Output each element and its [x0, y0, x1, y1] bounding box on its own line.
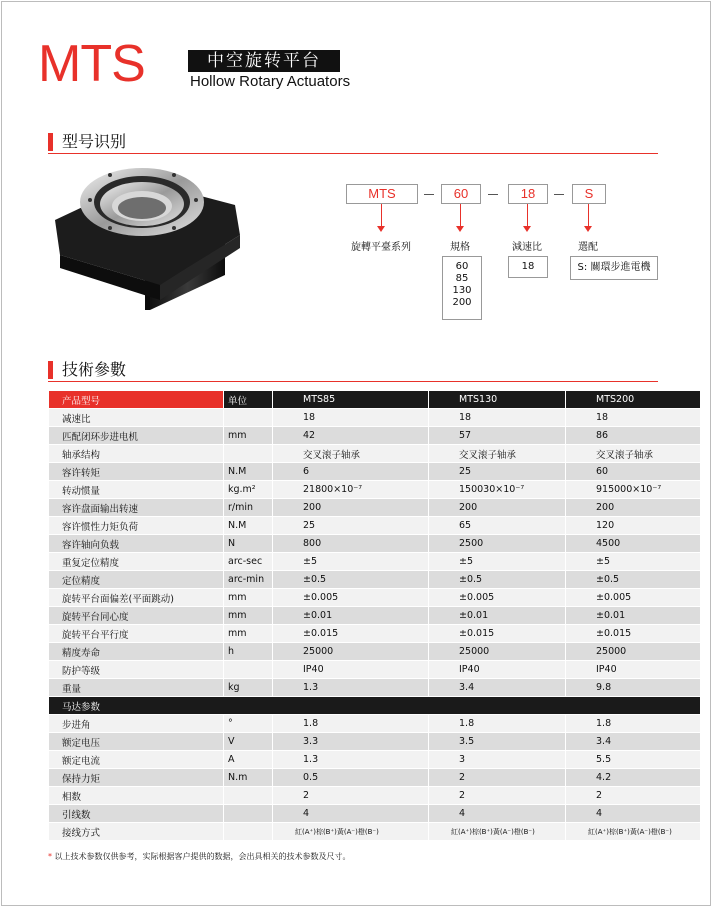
table-cell: N.m — [224, 769, 273, 787]
table-cell: 18 — [273, 409, 429, 427]
table-row — [49, 661, 701, 679]
table-cell: 额定电压 — [49, 733, 224, 751]
table-cell: V — [224, 733, 273, 751]
table-cell: 1.8 — [429, 715, 566, 733]
table-cell: 2 — [429, 787, 566, 805]
table-cell: ±0.005 — [566, 589, 701, 607]
code-box-option: S — [572, 184, 606, 204]
table-cell: 2 — [273, 787, 429, 805]
table-cell: 1.3 — [273, 679, 429, 697]
table-cell: 25000 — [273, 643, 429, 661]
table-cell: 旋转平台同心度 — [49, 607, 224, 625]
table-cell: 定位精度 — [49, 571, 224, 589]
section-marker — [48, 133, 53, 151]
table-cell: 相数 — [49, 787, 224, 805]
table-cell: 4 — [566, 805, 701, 823]
section-tech-params — [48, 360, 248, 380]
table-cell: 保持力矩 — [49, 769, 224, 787]
table-cell: 额定电流 — [49, 751, 224, 769]
table-cell: 25 — [273, 517, 429, 535]
size-option: 60 — [455, 261, 469, 272]
table-cell: ±5 — [429, 553, 566, 571]
table-cell: 57 — [429, 427, 566, 445]
title-cn: 中空旋转平台 — [188, 50, 340, 72]
motor-table-row — [49, 751, 701, 769]
table-cell: ±0.5 — [566, 571, 701, 589]
table-cell: 150030×10⁻⁷ — [429, 481, 566, 499]
table-cell — [224, 661, 273, 679]
table-row — [49, 571, 701, 589]
motor-header: 马达参数 — [49, 697, 701, 715]
code-dash — [488, 194, 498, 195]
table-cell: ±0.005 — [429, 589, 566, 607]
table-cell: 200 — [429, 499, 566, 517]
table-cell: 减速比 — [49, 409, 224, 427]
table-cell — [224, 787, 273, 805]
table-cell: 3 — [429, 751, 566, 769]
table-cell: 引线数 — [49, 805, 224, 823]
size-option: 200 — [452, 297, 472, 308]
table-cell: ±0.01 — [273, 607, 429, 625]
label-size: 規格 — [450, 242, 470, 253]
table-cell: 18 — [429, 409, 566, 427]
motor-table-row — [49, 805, 701, 823]
code-box-series: MTS — [346, 184, 418, 204]
table-cell: MTS85 — [273, 391, 429, 409]
table-cell: 交叉滚子轴承 — [566, 445, 701, 463]
table-cell: A — [224, 751, 273, 769]
title-en: Hollow Rotary Actuators — [190, 73, 351, 90]
table-cell — [224, 805, 273, 823]
table-cell: mm — [224, 607, 273, 625]
table-cell: kg.m² — [224, 481, 273, 499]
table-cell: 容许盘面输出转速 — [49, 499, 224, 517]
table-cell: ° — [224, 715, 273, 733]
table-cell: MTS130 — [429, 391, 566, 409]
table-row — [49, 625, 701, 643]
table-cell: 200 — [273, 499, 429, 517]
table-cell: ±5 — [566, 553, 701, 571]
table-cell: ±5 — [273, 553, 429, 571]
section-divider — [48, 153, 658, 154]
table-cell — [224, 409, 273, 427]
table-cell: 4.2 — [566, 769, 701, 787]
table-cell: 轴承结构 — [49, 445, 224, 463]
label-ratio: 減速比 — [512, 242, 542, 253]
table-cell: 4500 — [566, 535, 701, 553]
table-cell: 60 — [566, 463, 701, 481]
table-cell: 5.5 — [566, 751, 701, 769]
table-cell: 2500 — [429, 535, 566, 553]
motor-table-row — [49, 715, 701, 733]
footnote-star: * — [48, 852, 52, 861]
code-box-ratio: 18 — [508, 184, 548, 204]
table-cell: ±0.5 — [429, 571, 566, 589]
table-cell: ±0.005 — [273, 589, 429, 607]
table-cell: 65 — [429, 517, 566, 535]
table-cell — [224, 445, 273, 463]
section-title: 技術參數 — [62, 360, 127, 379]
table-cell: 紅(A⁺)棕(B⁺)黃(A⁻)橙(B⁻) — [429, 823, 566, 841]
table-cell: 重复定位精度 — [49, 553, 224, 571]
table-cell: 旋转平台平行度 — [49, 625, 224, 643]
table-cell: 旋转平台面偏差(平面跳动) — [49, 589, 224, 607]
table-cell: 1.8 — [273, 715, 429, 733]
table-cell: ±0.5 — [273, 571, 429, 589]
table-cell: 匹配闭环步进电机 — [49, 427, 224, 445]
table-row — [49, 499, 701, 517]
table-cell: 步进角 — [49, 715, 224, 733]
table-cell: 转动惯量 — [49, 481, 224, 499]
motor-header-row — [49, 697, 701, 715]
table-row — [49, 463, 701, 481]
table-cell: 915000×10⁻⁷ — [566, 481, 701, 499]
table-cell: 42 — [273, 427, 429, 445]
spec-table — [48, 390, 701, 841]
product-image — [50, 160, 250, 340]
table-cell: 25000 — [566, 643, 701, 661]
code-dash — [554, 194, 564, 195]
table-cell: ±0.01 — [429, 607, 566, 625]
label-series: 旋轉平臺系列 — [351, 242, 411, 253]
footnote — [48, 851, 351, 862]
table-cell: 25 — [429, 463, 566, 481]
table-cell: 紅(A⁺)棕(B⁺)黃(A⁻)橙(B⁻) — [273, 823, 429, 841]
table-cell: 单位 — [224, 391, 273, 409]
size-option: 130 — [452, 285, 472, 296]
table-cell: 3.5 — [429, 733, 566, 751]
table-cell: 交叉滚子轴承 — [429, 445, 566, 463]
table-cell: N — [224, 535, 273, 553]
table-cell: 9.8 — [566, 679, 701, 697]
option-desc-box: S: 關環步進電機 — [570, 256, 658, 280]
section-title: 型号识别 — [62, 132, 127, 151]
size-options-box — [442, 256, 482, 320]
table-cell: 防护等级 — [49, 661, 224, 679]
table-cell: arc-min — [224, 571, 273, 589]
table-cell: MTS200 — [566, 391, 701, 409]
table-cell: 产品型号 — [49, 391, 224, 409]
table-cell: mm — [224, 625, 273, 643]
table-cell: arc-sec — [224, 553, 273, 571]
section-marker — [48, 361, 53, 379]
table-cell: r/min — [224, 499, 273, 517]
table-row — [49, 553, 701, 571]
table-cell: IP40 — [273, 661, 429, 679]
table-cell: 120 — [566, 517, 701, 535]
table-cell: 1.3 — [273, 751, 429, 769]
table-row — [49, 679, 701, 697]
section-model-id — [48, 132, 248, 152]
table-cell: mm — [224, 427, 273, 445]
table-row — [49, 445, 701, 463]
table-cell: 0.5 — [273, 769, 429, 787]
arrow-line — [460, 204, 461, 226]
table-row — [49, 427, 701, 445]
table-row — [49, 607, 701, 625]
section-divider — [48, 381, 658, 382]
table-cell: 3.4 — [429, 679, 566, 697]
arrow-head — [523, 226, 531, 232]
motor-table-row — [49, 733, 701, 751]
table-cell: 4 — [429, 805, 566, 823]
arrow-line — [381, 204, 382, 226]
table-cell: 2 — [429, 769, 566, 787]
label-option: 選配 — [578, 242, 598, 253]
table-cell — [224, 823, 273, 841]
arrow-head — [456, 226, 464, 232]
table-row — [49, 481, 701, 499]
motor-table-row — [49, 787, 701, 805]
arrow-head — [377, 226, 385, 232]
table-cell: mm — [224, 589, 273, 607]
table-cell: 86 — [566, 427, 701, 445]
table-cell: 6 — [273, 463, 429, 481]
table-row — [49, 589, 701, 607]
table-cell: 容许轴向负载 — [49, 535, 224, 553]
table-cell: 1.8 — [566, 715, 701, 733]
brand-title: MTS — [38, 35, 145, 93]
table-row — [49, 517, 701, 535]
motor-table-row — [49, 769, 701, 787]
table-cell: IP40 — [566, 661, 701, 679]
code-dash — [424, 194, 434, 195]
arrow-line — [588, 204, 589, 226]
table-cell: ±0.015 — [429, 625, 566, 643]
arrow-line — [527, 204, 528, 226]
table-cell: ±0.015 — [566, 625, 701, 643]
table-cell: 容许转矩 — [49, 463, 224, 481]
motor-table-row — [49, 823, 701, 841]
table-cell: 交叉滚子轴承 — [273, 445, 429, 463]
table-row — [49, 643, 701, 661]
table-cell: 精度寿命 — [49, 643, 224, 661]
arrow-head — [584, 226, 592, 232]
table-cell: 2 — [566, 787, 701, 805]
table-cell: N.M — [224, 517, 273, 535]
footnote-text: 以上技术参数仅供参考，实际根据客户提供的数据，会出具相关的技术参数及尺寸。 — [54, 852, 351, 861]
table-cell: 重量 — [49, 679, 224, 697]
table-cell: ±0.01 — [566, 607, 701, 625]
table-cell: 3.3 — [273, 733, 429, 751]
table-row — [49, 535, 701, 553]
table-cell: 3.4 — [566, 733, 701, 751]
table-cell: kg — [224, 679, 273, 697]
size-option: 85 — [455, 273, 469, 284]
table-cell: h — [224, 643, 273, 661]
table-row — [49, 409, 701, 427]
table-cell: 4 — [273, 805, 429, 823]
table-cell: 接线方式 — [49, 823, 224, 841]
table-cell: 25000 — [429, 643, 566, 661]
code-box-size: 60 — [441, 184, 481, 204]
ratio-option-box: 18 — [508, 256, 548, 278]
table-header-row — [49, 391, 701, 409]
table-cell: 容许惯性力矩负荷 — [49, 517, 224, 535]
table-cell: IP40 — [429, 661, 566, 679]
table-cell: 18 — [566, 409, 701, 427]
table-cell: 200 — [566, 499, 701, 517]
table-cell: ±0.015 — [273, 625, 429, 643]
table-cell: 紅(A⁺)棕(B⁺)黃(A⁻)橙(B⁻) — [566, 823, 701, 841]
table-cell: N.M — [224, 463, 273, 481]
table-cell: 21800×10⁻⁷ — [273, 481, 429, 499]
table-cell: 800 — [273, 535, 429, 553]
